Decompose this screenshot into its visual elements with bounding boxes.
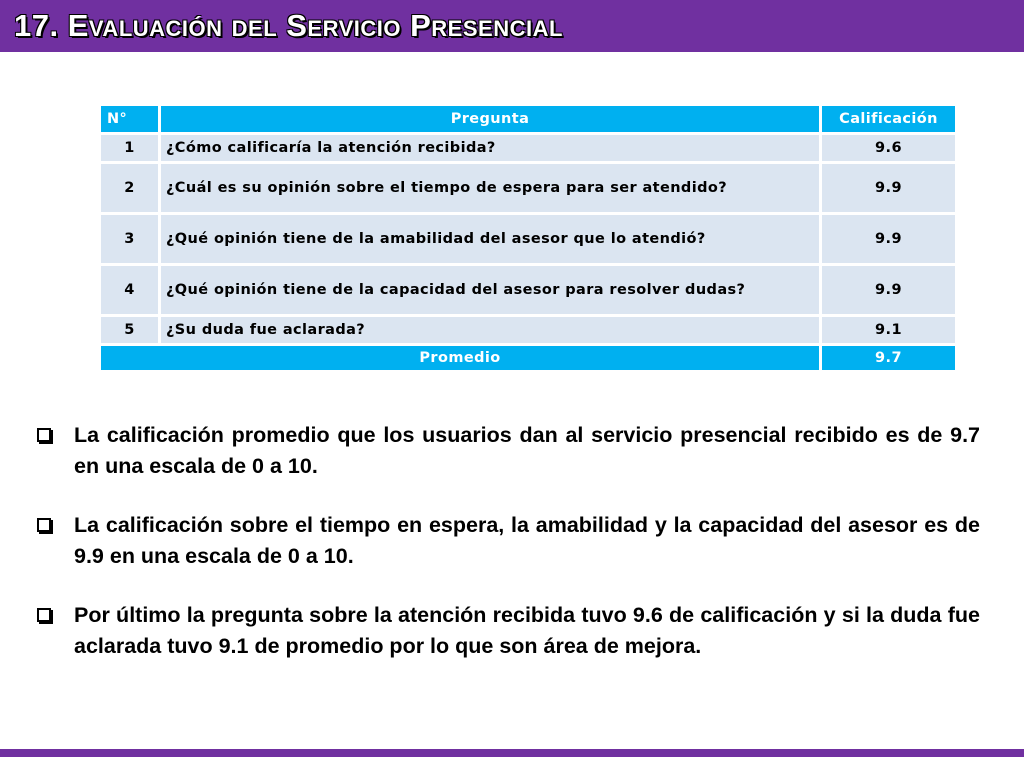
table-row: [101, 164, 955, 212]
row-number: 5: [101, 317, 158, 343]
table-row: [101, 135, 955, 161]
page-title: 17. Evaluación del Servicio Presencial: [14, 8, 563, 43]
table-row: [101, 215, 955, 263]
row-number: 1: [101, 135, 158, 161]
column-header-score: Calificación: [822, 106, 955, 132]
row-score: 9.6: [822, 135, 955, 161]
row-number: 3: [101, 215, 158, 263]
table-row: [101, 317, 955, 343]
column-header-number: N°: [101, 106, 158, 132]
row-number: 4: [101, 266, 158, 314]
row-score: 9.9: [822, 164, 955, 212]
row-question: ¿Cómo calificaría la atención recibida?: [161, 135, 819, 161]
evaluation-table-container: [101, 106, 955, 370]
evaluation-table: [98, 103, 958, 373]
title-bar: [0, 0, 1024, 52]
row-question: ¿Qué opinión tiene de la amabilidad del asesor que lo atendió?: [161, 215, 819, 263]
row-score: 9.9: [822, 215, 955, 263]
list-item: [34, 600, 980, 662]
bullet-text: La calificación promedio que los usuarios dan al servicio presencial recibido es de 9.7 en una escala de 0 a 10.: [74, 423, 980, 478]
checkbox-bullet-icon: [37, 518, 51, 532]
list-item: [34, 510, 980, 572]
checkbox-bullet-icon: [37, 608, 51, 622]
row-question: ¿Cuál es su opinión sobre el tiempo de espera para ser atendido?: [161, 164, 819, 212]
table-header-row: [101, 106, 955, 132]
findings-list: [34, 420, 980, 690]
row-score: 9.1: [822, 317, 955, 343]
average-value: 9.7: [822, 346, 955, 370]
column-header-question: Pregunta: [161, 106, 819, 132]
row-question: ¿Qué opinión tiene de la capacidad del asesor para resolver dudas?: [161, 266, 819, 314]
footer-bar: [0, 749, 1024, 757]
checkbox-bullet-icon: [37, 428, 51, 442]
row-score: 9.9: [822, 266, 955, 314]
bullet-text: La calificación sobre el tiempo en espera, la amabilidad y la capacidad del asesor es de 9.9 en una escala de 0 a 10.: [74, 513, 980, 568]
list-item: [34, 420, 980, 482]
average-row: [101, 346, 955, 370]
bullet-text: Por último la pregunta sobre la atención recibida tuvo 9.6 de calificación y si la duda fue aclarada tuvo 9.1 de promedio por lo que son área de mejora.: [74, 603, 980, 658]
row-number: 2: [101, 164, 158, 212]
average-label: Promedio: [101, 346, 819, 370]
row-question: ¿Su duda fue aclarada?: [161, 317, 819, 343]
table-row: [101, 266, 955, 314]
